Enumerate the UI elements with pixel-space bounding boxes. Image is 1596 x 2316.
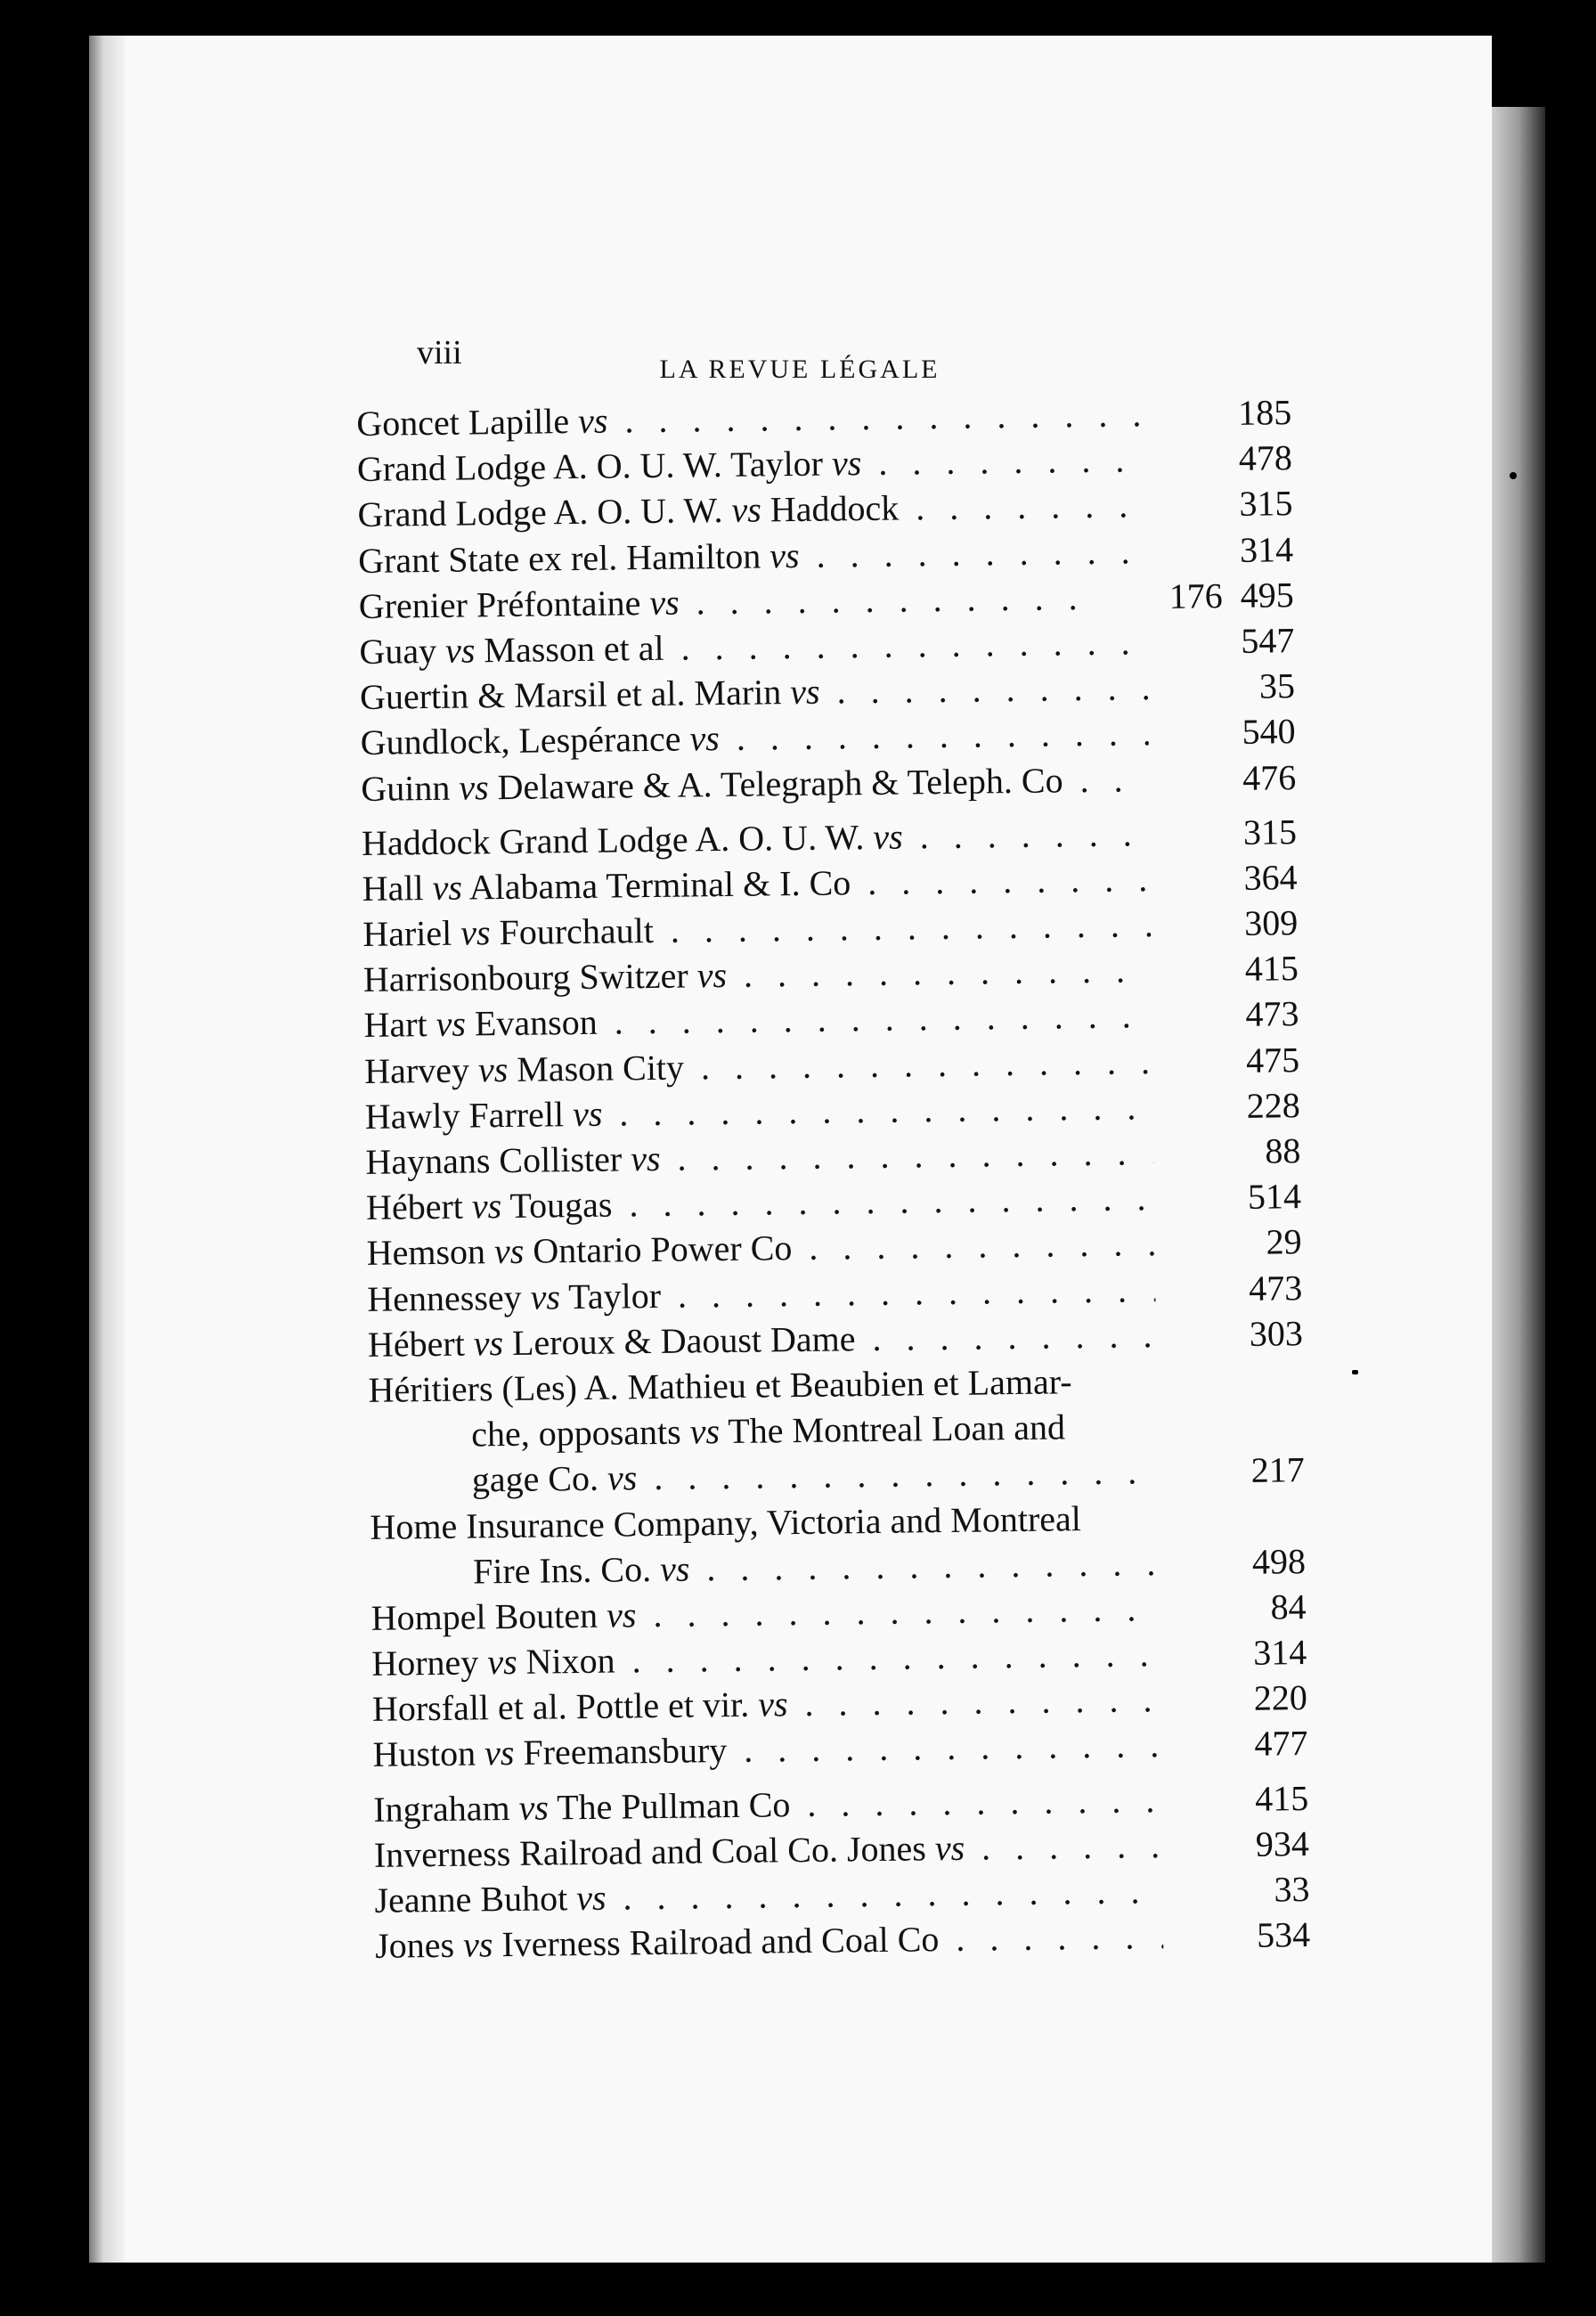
entry-text: Hemson vs Ontario Power Co . . .: [366, 1220, 1155, 1276]
case-index-list: [356, 389, 1310, 1969]
entry-text: Hall vs Alabama Terminal & I. Co . . .: [362, 856, 1151, 911]
entry-text: Haynans Collister vs . . .: [365, 1129, 1154, 1185]
entry-text: Grant State ex rel. Hamilton vs . . .: [358, 528, 1147, 583]
page-header: [417, 333, 1307, 387]
entry-pages: 473: [1245, 993, 1299, 1035]
entry-line: Fire Ins. Co. vs . . .: [370, 1540, 1160, 1595]
page-gutter: [89, 36, 125, 2263]
entry-pages: 84: [1270, 1586, 1307, 1627]
entry-text: Grand Lodge A. O. U. W. Taylor vs . . .: [357, 436, 1146, 492]
entry-text: Jeanne Buhot vs . . .: [374, 1868, 1163, 1923]
entry-pages: 35: [1258, 665, 1296, 706]
page-edge-shadow: [1492, 107, 1545, 2263]
entry-text: Harrisonbourg Switzer vs . . .: [363, 947, 1152, 1002]
entry-text: Jones vs Iverness Railroad and Coal Co . . .: [375, 1913, 1164, 1969]
entry-pages: 228: [1246, 1084, 1301, 1126]
entry-text: Inverness Railroad and Coal Co. Jones vs . . .: [374, 1823, 1163, 1878]
entry-text: Hart vs Evanson . . .: [363, 993, 1152, 1048]
entry-text: [368, 1358, 1158, 1504]
entry-text: Grenier Préfontaine vs . . .: [359, 575, 1081, 629]
entry-line: Héritiers (Les) A. Mathieu et Beaubien et Lamar-: [368, 1361, 1072, 1410]
entry-pages: 220: [1253, 1677, 1308, 1719]
entry-text: Guinn vs Delaware & A. Telegraph & Teleph. Co . . .: [361, 756, 1150, 811]
entry-pages: 475: [1245, 1039, 1300, 1081]
entry-pages: 514: [1247, 1176, 1302, 1218]
entry-pages: 29: [1266, 1221, 1302, 1262]
entry-text: Gundlock, Lespérance vs . . .: [360, 710, 1149, 765]
entry-pages: 476: [1242, 756, 1297, 798]
entry-text: Hawly Farrell vs . . .: [365, 1084, 1154, 1139]
entry-pages: 315: [1242, 811, 1298, 852]
entry-pages: 934: [1255, 1823, 1310, 1864]
entry-line: che, opposants vs The Montreal Loan and: [470, 1407, 1066, 1455]
entry-pages: 540: [1242, 711, 1296, 753]
entry-pages: 314: [1252, 1632, 1307, 1673]
entry-pages: 415: [1244, 948, 1299, 990]
entry-line: gage Co. vs . . .: [370, 1448, 1159, 1504]
scan-speck: [1352, 1370, 1358, 1374]
entry-text: Haddock Grand Lodge A. O. U. W. vs . . .: [362, 811, 1151, 866]
running-title: LA REVUE LÉGALE: [659, 355, 940, 384]
entry-pages: 315: [1239, 483, 1293, 525]
index-entry-multiline: [368, 1356, 1305, 1504]
entry-pages: 185: [1237, 392, 1292, 433]
page-number: viii: [417, 334, 462, 371]
entry-pages: 477: [1254, 1723, 1308, 1765]
entry-pages: 303: [1249, 1312, 1304, 1354]
entry-pages: 498: [1251, 1540, 1307, 1582]
entry-pages: 473: [1248, 1267, 1303, 1309]
entry-text: Guay vs Masson et al . . .: [359, 619, 1148, 674]
scan-speck: [1510, 472, 1517, 479]
entry-pages: 547: [1241, 620, 1295, 661]
entry-pages: 217: [1250, 1449, 1306, 1491]
entry-text: Hébert vs Leroux & Daoust Dame . . .: [368, 1312, 1157, 1367]
entry-pages: 415: [1254, 1777, 1309, 1819]
entry-text: Horney vs Nixon . . .: [371, 1631, 1160, 1686]
entry-pages: 309: [1243, 902, 1299, 943]
entry-text: Grand Lodge A. O. U. W. vs Haddock . . .: [357, 483, 1146, 538]
entry-text: Guertin & Marsil et al. Marin vs . . .: [360, 665, 1149, 720]
entry-pages: 176 495: [1168, 574, 1295, 616]
entry-pages: 88: [1265, 1130, 1301, 1171]
entry-text: Huston vs Freemansbury . . .: [372, 1723, 1161, 1778]
entry-pages: 534: [1256, 1914, 1311, 1955]
entry-pages: 478: [1238, 437, 1293, 479]
entry-text: Hébert vs Tougas . . .: [366, 1175, 1155, 1230]
index-entry-multiline: [370, 1493, 1306, 1595]
entry-pages: 364: [1243, 857, 1298, 898]
entry-pages: 314: [1239, 528, 1294, 570]
entry-text: Harvey vs Mason City . . .: [364, 1039, 1153, 1094]
entry-text: Hennessey vs Taylor . . .: [367, 1267, 1156, 1322]
entry-line: Home Insurance Company, Victoria and Montreal: [370, 1497, 1082, 1547]
entry-text: Horsfall et al. Pottle et vir. vs . . .: [372, 1676, 1161, 1732]
entry-text: Hariel vs Fourchault . . .: [362, 901, 1152, 957]
entry-text: [370, 1495, 1159, 1595]
entry-text: Hompel Bouten vs . . .: [370, 1586, 1160, 1641]
entry-text: Ingraham vs The Pullman Co . . .: [373, 1777, 1162, 1832]
entry-text: Goncet Lapille vs . . .: [356, 391, 1145, 446]
entry-pages: 33: [1274, 1869, 1310, 1910]
